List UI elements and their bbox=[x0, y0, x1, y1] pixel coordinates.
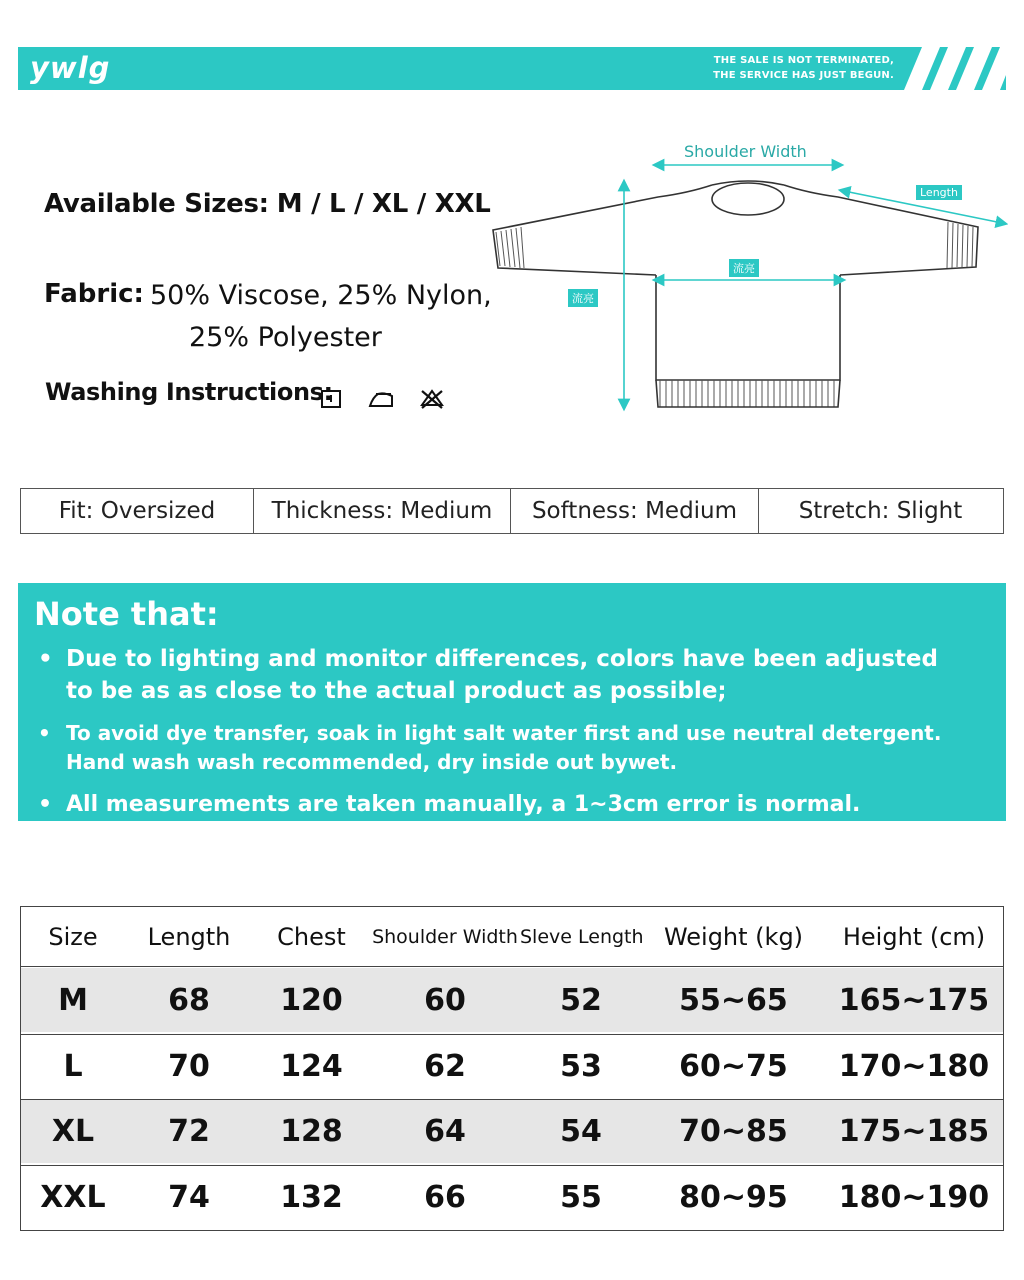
available-sizes-value: M / L / XL / XXL bbox=[276, 189, 491, 219]
table-row bbox=[21, 968, 1003, 1032]
table-header bbox=[21, 907, 1003, 967]
brand-logo: ywlg bbox=[30, 51, 111, 85]
note-item-washing: • To avoid dye transfer, soak in light salt water first and use neutral detergent. Hand wash wash recommended, dry inside out bywet. bbox=[18, 719, 966, 777]
cell-weight: 55~65 bbox=[679, 982, 788, 1018]
cell-length: 68 bbox=[168, 982, 210, 1018]
cell-shoulder-width: 62 bbox=[424, 1049, 466, 1084]
washing-instructions-label: Washing Instructions: bbox=[45, 378, 333, 406]
table-row bbox=[21, 1099, 1003, 1163]
note-list bbox=[18, 643, 966, 833]
note-box bbox=[18, 583, 1006, 821]
note-item-lighting: • Due to lighting and monitor differences, colors have been adjusted to be as as close to the actual product as possible; bbox=[18, 643, 946, 707]
tumble-dry-icon bbox=[322, 391, 340, 407]
cell-sleeve-length: 54 bbox=[560, 1114, 602, 1149]
table-row bbox=[21, 1034, 1003, 1098]
fabric-line-2: 25% Polyester bbox=[189, 322, 382, 353]
attribute-fit: Fit: Oversized bbox=[21, 489, 254, 533]
cell-sleeve-length: 52 bbox=[560, 982, 602, 1018]
size-table bbox=[20, 906, 1004, 1231]
cell-length: 70 bbox=[168, 1049, 210, 1084]
length-tag: Length bbox=[916, 185, 962, 200]
attribute-softness: Softness: Medium bbox=[511, 489, 759, 533]
cell-length: 74 bbox=[168, 1180, 210, 1215]
available-sizes-label: Available Sizes: bbox=[44, 189, 269, 219]
header-sleeve-length: Sleve Length bbox=[520, 925, 644, 948]
iron-icon bbox=[370, 393, 392, 406]
attributes-row bbox=[20, 488, 1004, 534]
sweater-outline bbox=[488, 135, 1008, 420]
header-chest: Chest bbox=[277, 922, 346, 951]
cell-weight: 80~95 bbox=[679, 1180, 788, 1215]
cell-shoulder-width: 66 bbox=[424, 1180, 466, 1215]
cell-size: XXL bbox=[40, 1180, 106, 1215]
note-item-measurements: • All measurements are taken manually, a 1~3cm error is normal. bbox=[18, 789, 966, 821]
cell-height: 180~190 bbox=[838, 1180, 990, 1215]
decorative-stripes-icon bbox=[896, 47, 1006, 90]
cell-size: L bbox=[63, 1049, 83, 1084]
body-length-tag: 流亮 bbox=[568, 289, 598, 307]
chest-tag: 流亮 bbox=[729, 259, 759, 277]
fabric-label: Fabric: bbox=[44, 279, 144, 309]
fabric-line-1: 50% Viscose, 25% Nylon, bbox=[150, 280, 492, 311]
cell-weight: 70~85 bbox=[679, 1114, 788, 1149]
slogan-line-1: THE SALE IS NOT TERMINATED, bbox=[713, 55, 894, 66]
washing-icons bbox=[318, 384, 448, 412]
cell-weight: 60~75 bbox=[679, 1049, 788, 1084]
cell-size: XL bbox=[51, 1114, 95, 1149]
available-sizes bbox=[44, 189, 490, 219]
cell-height: 175~185 bbox=[838, 1114, 990, 1149]
header-length: Length bbox=[147, 922, 231, 951]
slogan-line-2: THE SERVICE HAS JUST BEGUN. bbox=[713, 70, 894, 81]
do-not-bleach-icon bbox=[422, 391, 442, 408]
cell-chest: 132 bbox=[280, 1180, 343, 1215]
cell-shoulder-width: 60 bbox=[424, 982, 466, 1018]
cell-sleeve-length: 53 bbox=[560, 1049, 602, 1084]
cell-height: 165~175 bbox=[838, 982, 990, 1018]
header-height: Height (cm) bbox=[842, 922, 986, 951]
header-shoulder-width: Shoulder Width bbox=[372, 925, 518, 948]
header-banner bbox=[18, 47, 1006, 90]
attribute-thickness: Thickness: Medium bbox=[254, 489, 511, 533]
attribute-stretch: Stretch: Slight bbox=[798, 498, 963, 524]
cell-sleeve-length: 55 bbox=[560, 1180, 602, 1215]
cell-chest: 124 bbox=[280, 1049, 343, 1084]
cell-length: 72 bbox=[168, 1114, 210, 1149]
cell-chest: 120 bbox=[280, 982, 343, 1018]
cell-shoulder-width: 64 bbox=[424, 1114, 466, 1149]
cell-height: 170~180 bbox=[838, 1049, 990, 1084]
header-size: Size bbox=[48, 922, 98, 951]
header-weight: Weight (kg) bbox=[663, 922, 804, 951]
cell-chest: 128 bbox=[280, 1114, 343, 1149]
sweater-diagram bbox=[488, 135, 1008, 420]
cell-size: M bbox=[58, 982, 88, 1018]
slogan bbox=[713, 53, 894, 83]
shoulder-width-label: Shoulder Width bbox=[684, 142, 807, 161]
note-title: Note that: bbox=[34, 595, 219, 633]
table-row bbox=[21, 1165, 1003, 1229]
